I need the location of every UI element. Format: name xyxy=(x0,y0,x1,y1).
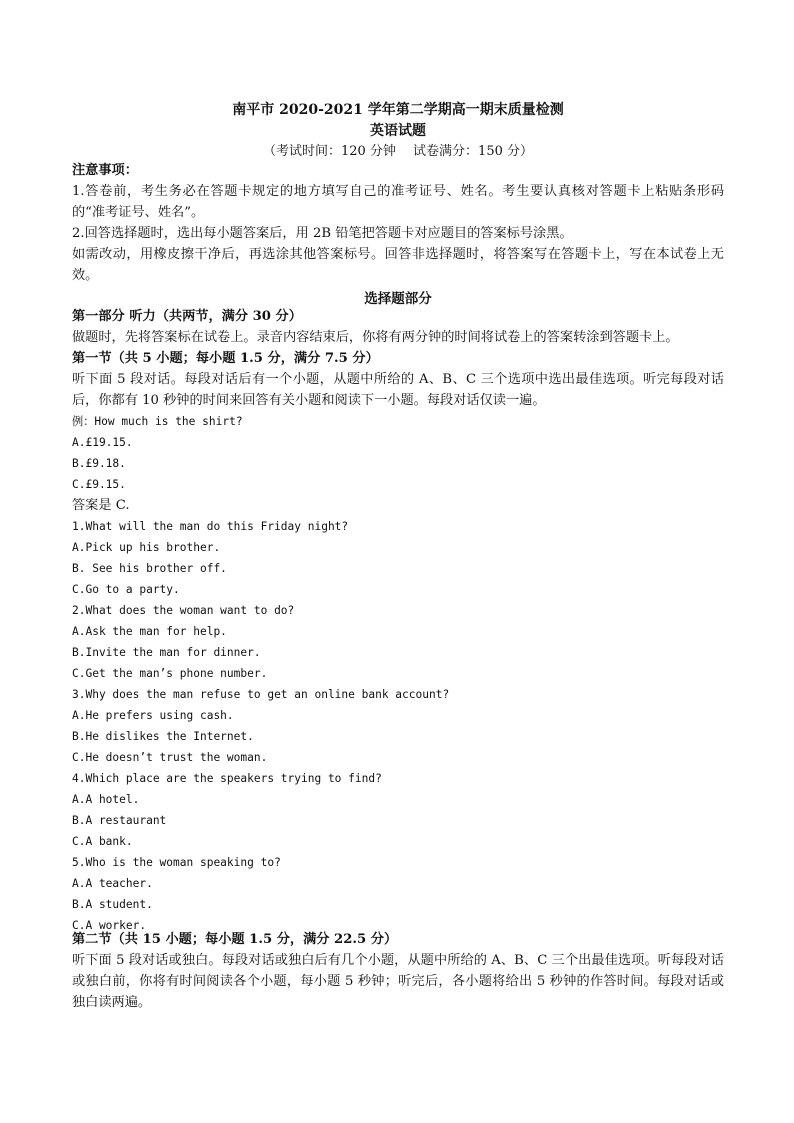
example-option-c: C.£9.15. xyxy=(72,478,126,491)
question-list xyxy=(72,411,724,936)
example-option-b: B.£9.18. xyxy=(72,457,126,470)
question-1-option-a: A.Pick up his brother. xyxy=(72,541,221,554)
section1-instruction: 听下面 5 段对话。每段对话后有一个小题，从题中所给的 A、B、C 三个选项中选出最佳选项。听完每段对话后，你都有 10 秒钟的时间来回答有关小题和阅读下一小题。每段对话仅读一遍。 xyxy=(72,372,724,408)
exam-info: （考试时间：120 分钟 试卷满分：150 分） xyxy=(262,144,534,159)
question-5: 5.Who is the woman speaking to? xyxy=(72,856,281,869)
question-3-option-a: A.He prefers using cash. xyxy=(72,709,234,722)
exam-title: 南平市 2020-2021 学年第二学期高一期末质量检测 xyxy=(232,102,564,118)
question-3-option-c: C.He doesn’t trust the woman. xyxy=(72,751,268,764)
question-2-option-c: C.Get the man’s phone number. xyxy=(72,667,268,680)
question-3: 3.Why does the man refuse to get an online bank account? xyxy=(72,688,450,701)
question-4-option-b: B.A restaurant xyxy=(72,814,167,827)
example-option-a: A.£19.15. xyxy=(72,436,133,449)
notice-item-3: 如需改动，用橡皮擦干净后，再选涂其他答案标号。回答非选择题时，将答案写在答题卡上，写在本试卷上无效。 xyxy=(72,247,724,283)
notice-item-2: 2.回答选择题时，选出每小题答案后，用 2B 铅笔把答题卡对应题目的答案标号涂黑。 xyxy=(72,226,573,241)
notice-heading: 注意事项： xyxy=(72,163,138,178)
question-2-option-b: B.Invite the man for dinner. xyxy=(72,646,261,659)
section1-heading: 第一节（共 5 小题；每小题 1.5 分，满分 7.5 分） xyxy=(72,351,379,366)
section2-instruction: 听下面 5 段对话或独白。每段对话或独白后有几个小题，从题中所给的 A、B、C 三个出最佳选项。听每段对话或独白前，你将有时间阅读各个小题，每小题 5 秒钟；听完后，各小题将给出 5 秒钟的作答时间。每段对话或独白读两遍。 xyxy=(72,953,724,1010)
question-4-option-a: A.A hotel. xyxy=(72,793,140,806)
question-5-option-b: B.A student. xyxy=(72,898,153,911)
part1-instruction: 做题时，先将答案标在试卷上。录音内容结束后，你将有两分钟的时间将试卷上的答案转涂到答题卡上。 xyxy=(72,330,679,345)
question-1-option-b: B. See his brother off. xyxy=(72,562,227,575)
notice-item-1: 1.答卷前，考生务必在答题卡规定的地方填写自己的准考证号、姓名。考生要认真核对答题卡上粘贴条形码的“准考证号、姓名”。 xyxy=(72,184,724,220)
question-1: 1.What will the man do this Friday night? xyxy=(72,520,349,533)
question-1-option-c: C.Go to a party. xyxy=(72,583,180,596)
question-4: 4.Which place are the speakers trying to find? xyxy=(72,772,382,785)
example-answer: 答案是 C. xyxy=(72,498,130,513)
question-2: 2.What does the woman want to do? xyxy=(72,604,295,617)
question-3-option-b: B.He dislikes the Internet. xyxy=(72,730,254,743)
example-question: 例：How much is the shirt? xyxy=(72,415,243,428)
question-2-option-a: A.Ask the man for help. xyxy=(72,625,227,638)
section-title: 选择题部分 xyxy=(364,291,432,307)
part1-heading: 第一部分 听力（共两节，满分 30 分） xyxy=(72,309,302,324)
question-5-option-a: A.A teacher. xyxy=(72,877,153,890)
section2-heading: 第二节（共 15 小题；每小题 1.5 分，满分 22.5 分） xyxy=(72,932,398,947)
question-5-option-c: C.A worker. xyxy=(72,919,147,932)
exam-subject: 英语试题 xyxy=(370,123,426,139)
question-4-option-c: C.A bank. xyxy=(72,835,133,848)
